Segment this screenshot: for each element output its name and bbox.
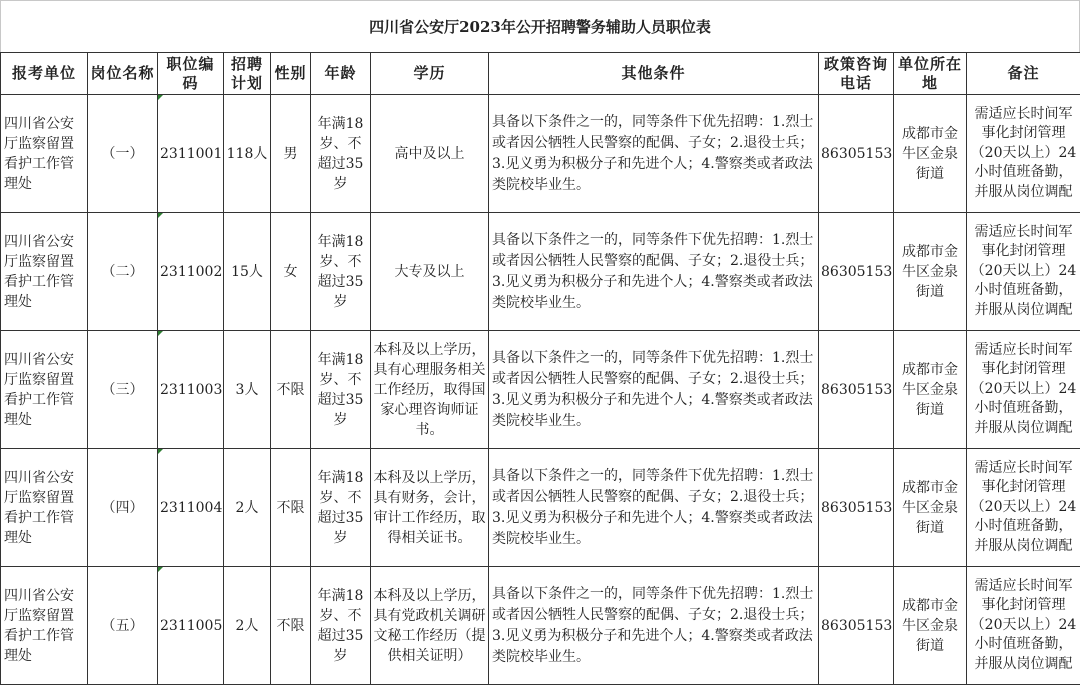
cell-code-value: 2311001: [160, 145, 223, 162]
header-education: 学历: [371, 53, 489, 95]
header-position: 岗位名称: [88, 53, 158, 95]
cell-education: 本科及以上学历，具有党政机关调研文秘工作经历（提供相关证明）: [371, 567, 489, 685]
cell-age: 年满18岁、不超过35岁: [311, 213, 371, 331]
table-row: [1, 213, 1080, 331]
cell-note: 需适应长时间军事化封闭管理（20天以上）24小时值班备勤，并服从岗位调配: [967, 567, 1080, 685]
cell-position: （一）: [88, 95, 158, 213]
cell-plan: 2人: [224, 567, 271, 685]
cell-age: 年满18岁、不超过35岁: [311, 331, 371, 449]
cell-location: 成都市金牛区金泉街道: [894, 95, 967, 213]
cell-gender: 女: [271, 213, 311, 331]
cell-note: 需适应长时间军事化封闭管理（20天以上）24小时值班备勤，并服从岗位调配: [967, 213, 1080, 331]
cell-plan: 2人: [224, 449, 271, 567]
cell-plan: 118人: [224, 95, 271, 213]
cell-gender: 男: [271, 95, 311, 213]
header-note: 备注: [967, 53, 1080, 95]
cell-code-value: 2311002: [160, 263, 223, 280]
header-location: 单位所在地: [894, 53, 967, 95]
cell-conditions: 具备以下条件之一的，同等条件下优先招聘：1.烈士或者因公牺牲人民警察的配偶、子女；2.退役士兵；3.见义勇为积极分子和先进个人；4.警察类或者政法类院校毕业生。: [489, 449, 819, 567]
cell-code-value: 2311005: [160, 617, 223, 634]
header-conditions: 其他条件: [489, 53, 819, 95]
cell-gender: 不限: [271, 331, 311, 449]
cell-conditions: 具备以下条件之一的，同等条件下优先招聘：1.烈士或者因公牺牲人民警察的配偶、子女；2.退役士兵；3.见义勇为积极分子和先进个人；4.警察类或者政法类院校毕业生。: [489, 95, 819, 213]
cell-position: （四）: [88, 449, 158, 567]
cell-location: 成都市金牛区金泉街道: [894, 213, 967, 331]
cell-note: 需适应长时间军事化封闭管理（20天以上）24小时值班备勤，并服从岗位调配: [967, 449, 1080, 567]
cell-education: 本科及以上学历，具有财务，会计，审计工作经历，取得相关证书。: [371, 449, 489, 567]
cell-unit: 四川省公安厅监察留置看护工作管理处: [1, 95, 88, 213]
cell-code: [158, 449, 224, 567]
cell-unit: 四川省公安厅监察留置看护工作管理处: [1, 567, 88, 685]
table-row: [1, 449, 1080, 567]
cell-position: （五）: [88, 567, 158, 685]
cell-code: [158, 567, 224, 685]
document-title: 四川省公安厅2023年公开招聘警务辅助人员职位表: [0, 0, 1080, 52]
header-gender: 性别: [271, 53, 311, 95]
header-unit: 报考单位: [1, 53, 88, 95]
cell-education: 大专及以上: [371, 213, 489, 331]
header-plan: 招聘计划: [224, 53, 271, 95]
cell-phone: 86305153: [819, 331, 894, 449]
cell-position: （二）: [88, 213, 158, 331]
cell-unit: 四川省公安厅监察留置看护工作管理处: [1, 331, 88, 449]
cell-note: 需适应长时间军事化封闭管理（20天以上）24小时值班备勤，并服从岗位调配: [967, 331, 1080, 449]
table-row: [1, 567, 1080, 685]
cell-phone: 86305153: [819, 449, 894, 567]
cell-gender: 不限: [271, 567, 311, 685]
cell-comment-marker-icon: [158, 95, 163, 100]
cell-comment-marker-icon: [158, 331, 163, 336]
cell-location: 成都市金牛区金泉街道: [894, 331, 967, 449]
header-code: 职位编码: [158, 53, 224, 95]
cell-conditions: 具备以下条件之一的，同等条件下优先招聘：1.烈士或者因公牺牲人民警察的配偶、子女；2.退役士兵；3.见义勇为积极分子和先进个人；4.警察类或者政法类院校毕业生。: [489, 331, 819, 449]
cell-note: 需适应长时间军事化封闭管理（20天以上）24小时值班备勤，并服从岗位调配: [967, 95, 1080, 213]
table-row: [1, 95, 1080, 213]
cell-phone: 86305153: [819, 567, 894, 685]
cell-age: 年满18岁、不超过35岁: [311, 567, 371, 685]
header-age: 年龄: [311, 53, 371, 95]
cell-plan: 3人: [224, 331, 271, 449]
header-row: [1, 53, 1080, 95]
cell-age: 年满18岁、不超过35岁: [311, 449, 371, 567]
cell-age: 年满18岁、不超过35岁: [311, 95, 371, 213]
header-phone: 政策咨询电话: [819, 53, 894, 95]
cell-education: 本科及以上学历，具有心理服务相关工作经历，取得国家心理咨询师证书。: [371, 331, 489, 449]
cell-comment-marker-icon: [158, 213, 163, 218]
cell-comment-marker-icon: [158, 567, 163, 572]
cell-position: （三）: [88, 331, 158, 449]
cell-gender: 不限: [271, 449, 311, 567]
cell-conditions: 具备以下条件之一的，同等条件下优先招聘：1.烈士或者因公牺牲人民警察的配偶、子女；2.退役士兵；3.见义勇为积极分子和先进个人；4.警察类或者政法类院校毕业生。: [489, 213, 819, 331]
cell-location: 成都市金牛区金泉街道: [894, 567, 967, 685]
cell-code: [158, 213, 224, 331]
cell-comment-marker-icon: [158, 449, 163, 454]
cell-code: [158, 331, 224, 449]
cell-phone: 86305153: [819, 95, 894, 213]
table-row: [1, 331, 1080, 449]
cell-conditions: 具备以下条件之一的，同等条件下优先招聘：1.烈士或者因公牺牲人民警察的配偶、子女；2.退役士兵；3.见义勇为积极分子和先进个人；4.警察类或者政法类院校毕业生。: [489, 567, 819, 685]
cell-plan: 15人: [224, 213, 271, 331]
cell-education: 高中及以上: [371, 95, 489, 213]
cell-code-value: 2311004: [160, 499, 223, 516]
cell-code: [158, 95, 224, 213]
cell-unit: 四川省公安厅监察留置看护工作管理处: [1, 213, 88, 331]
cell-code-value: 2311003: [160, 381, 223, 398]
cell-location: 成都市金牛区金泉街道: [894, 449, 967, 567]
cell-unit: 四川省公安厅监察留置看护工作管理处: [1, 449, 88, 567]
job-position-table: [0, 52, 1080, 685]
cell-phone: 86305153: [819, 213, 894, 331]
